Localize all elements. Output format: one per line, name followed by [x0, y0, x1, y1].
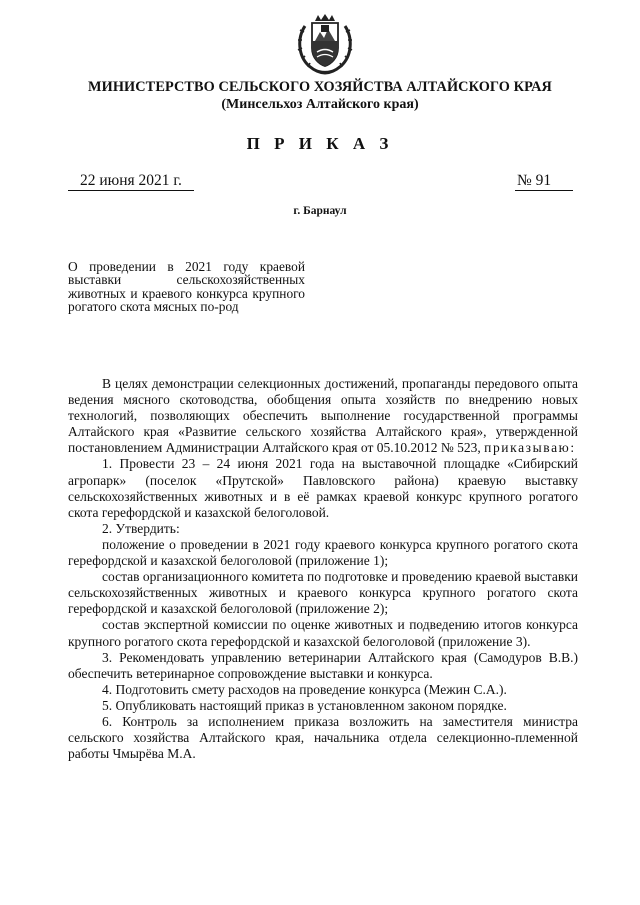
order-item: состав организационного комитета по подготовке и проведению краевой выставки сельскохозяйственных животных и краевого конкурса крупного рогатого скота герефордской и казахской белоголовой (приложение 2);	[68, 569, 578, 617]
order-item: 3. Рекомендовать управлению ветеринарии Алтайского края (Самодуров В.В.) обеспечить ветеринарное сопровождение выставки и конкурса.	[68, 649, 578, 681]
coat-of-arms-emblem	[295, 12, 355, 76]
order-item: состав экспертной комиссии по оценке животных и подведению итогов конкурса крупного рогатого скота герефордской и казахской белоголовой (приложение 3).	[68, 617, 578, 649]
order-item: положение о проведении в 2021 году краевого конкурса крупного рогатого скота герефордской и казахской белоголовой (приложение 1);	[68, 536, 578, 569]
intro-paragraph	[68, 376, 578, 456]
city-name: г. Барнаул	[293, 205, 347, 217]
order-date: 22 июня 2021 г.	[68, 172, 194, 191]
order-item: 5. Опубликовать настоящий приказ в установленном законом порядке.	[102, 697, 507, 713]
intro-verb: приказываю:	[484, 440, 576, 456]
order-number: № 91	[515, 172, 573, 191]
order-item: 2. Утвердить:	[102, 520, 180, 536]
order-item: 1. Провести 23 – 24 июня 2021 года на выставочной площадке «Сибирский агропарк» (поселок «Прутской» Павловского района) краевую выставку сельскохозяйственных животных и в её рамках краевой конкурс крупного рогатого скота герефордской и казахской белоголовой.	[68, 456, 578, 520]
order-body	[68, 376, 578, 762]
order-item: 6. Контроль за исполнением приказа возложить на заместителя министра сельского хозяйства Алтайского края, начальника отдела селекционно-племенной работы Чмырёва М.А.	[68, 713, 578, 762]
intro-text: В целях демонстрации селекционных достижений, пропаганды передового опыта ведения мясного скотоводства, обобщения опыта хозяйств по внедрению новых технологий, позволяющих обеспечить выполнение государственной программы Алтайского края «Развитие сельского хозяйства Алтайского края», утвержденной постановлением Администрации Алтайского края от 05.10.2012 № 523,	[68, 376, 578, 456]
ministry-short-name: (Минсельхоз Алтайского края)	[221, 97, 419, 112]
order-subject: О проведении в 2021 году краевой выставки сельскохозяйственных животных и краевого конкурса крупного рогатого скота мясных по-род	[68, 259, 305, 315]
document-type-title: П Р И К А З	[246, 134, 394, 153]
order-item: 4. Подготовить смету расходов на проведение конкурса (Межин С.А.).	[102, 681, 507, 697]
ministry-title: МИНИСТЕРСТВО СЕЛЬСКОГО ХОЗЯЙСТВА АЛТАЙСКОГО КРАЯ	[88, 79, 552, 95]
